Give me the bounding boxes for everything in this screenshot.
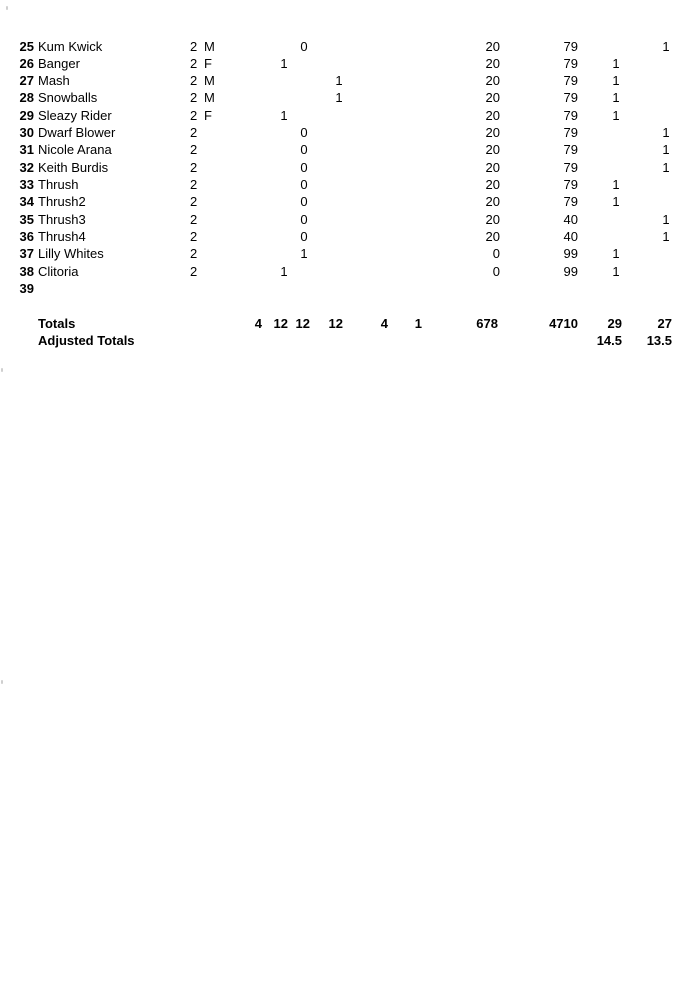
col-v20-cell: 20 xyxy=(485,194,500,209)
name-cell: Thrush3 xyxy=(38,212,86,227)
col-x1-cell: 1 xyxy=(612,177,620,192)
table-row xyxy=(0,124,692,141)
col-v79-cell: 79 xyxy=(563,39,578,54)
table-row xyxy=(0,263,692,280)
row-number: 28 xyxy=(19,90,34,105)
table-row xyxy=(0,55,692,72)
table-row xyxy=(0,228,692,245)
col-v20-cell: 20 xyxy=(485,56,500,71)
table-row xyxy=(0,176,692,193)
name-cell: Banger xyxy=(38,56,80,71)
row-number: 27 xyxy=(19,73,34,88)
col-x1-cell: 1 xyxy=(612,56,620,71)
col-v79-cell: 99 xyxy=(563,246,578,261)
col-c1-cell: 1 xyxy=(280,264,288,279)
col-v20-cell: 20 xyxy=(485,212,500,227)
name-cell: Clitoria xyxy=(38,264,79,279)
row-number: 35 xyxy=(19,212,34,227)
scan-speck xyxy=(1,368,3,372)
row-number: 33 xyxy=(19,177,34,192)
col-x2-cell: 1 xyxy=(662,125,670,140)
table-row xyxy=(0,280,692,297)
col-c1-cell: 1 xyxy=(280,108,288,123)
col-v79-cell: 99 xyxy=(563,264,578,279)
total-cell: 12 xyxy=(295,316,310,331)
age-cell: 2 xyxy=(190,56,198,71)
total-cell: 1 xyxy=(414,316,422,331)
total-cell: 27 xyxy=(657,316,672,331)
scan-speck xyxy=(6,6,8,10)
col-x1-cell: 1 xyxy=(612,194,620,209)
col-v79-cell: 79 xyxy=(563,125,578,140)
table-row xyxy=(0,107,692,124)
table-row xyxy=(0,245,692,262)
col-v20-cell: 20 xyxy=(485,142,500,157)
table-row xyxy=(0,72,692,89)
adjusted-totals-label: Adjusted Totals xyxy=(38,333,135,348)
col-v20-cell: 20 xyxy=(485,229,500,244)
col-c2-cell: 0 xyxy=(300,39,308,54)
col-v20-cell: 0 xyxy=(492,246,500,261)
name-cell: Sleazy Rider xyxy=(38,108,112,123)
total-cell: 4710 xyxy=(549,316,578,331)
col-c3-cell: 1 xyxy=(335,73,343,88)
scan-speck xyxy=(1,680,3,684)
col-c2-cell: 0 xyxy=(300,160,308,175)
row-number: 37 xyxy=(19,246,34,261)
col-c2-cell: 0 xyxy=(300,177,308,192)
table-row xyxy=(0,89,692,106)
col-v20-cell: 20 xyxy=(485,125,500,140)
row-number: 36 xyxy=(19,229,34,244)
col-c2-cell: 0 xyxy=(300,212,308,227)
row-number: 26 xyxy=(19,56,34,71)
row-number: 30 xyxy=(19,125,34,140)
col-c2-cell: 0 xyxy=(300,194,308,209)
total-cell: 12 xyxy=(328,316,343,331)
row-number: 34 xyxy=(19,194,34,209)
col-v79-cell: 79 xyxy=(563,56,578,71)
age-cell: 2 xyxy=(190,73,198,88)
total-cell: 4 xyxy=(380,316,388,331)
age-cell: 2 xyxy=(190,246,198,261)
row-number: 32 xyxy=(19,160,34,175)
age-cell: 2 xyxy=(190,160,198,175)
name-cell: Dwarf Blower xyxy=(38,125,116,140)
age-cell: 2 xyxy=(190,108,198,123)
gender-cell: F xyxy=(204,108,212,123)
adjusted-totals-row xyxy=(0,332,692,349)
row-number: 31 xyxy=(19,142,34,157)
row-number: 29 xyxy=(19,108,34,123)
table-row xyxy=(0,159,692,176)
table-row xyxy=(0,211,692,228)
col-v79-cell: 79 xyxy=(563,177,578,192)
col-v79-cell: 79 xyxy=(563,160,578,175)
totals-row xyxy=(0,315,692,332)
table-row xyxy=(0,38,692,55)
name-cell: Thrush2 xyxy=(38,194,86,209)
col-x1-cell: 1 xyxy=(612,246,620,261)
col-x2-cell: 1 xyxy=(662,229,670,244)
name-cell: Mash xyxy=(38,73,70,88)
age-cell: 2 xyxy=(190,212,198,227)
age-cell: 2 xyxy=(190,229,198,244)
col-x2-cell: 1 xyxy=(662,160,670,175)
name-cell: Nicole Arana xyxy=(38,142,112,157)
total-cell: 12 xyxy=(273,316,288,331)
adjusted-total-cell: 14.5 xyxy=(596,333,622,348)
age-cell: 2 xyxy=(190,177,198,192)
name-cell: Snowballs xyxy=(38,90,98,105)
gender-cell: M xyxy=(204,90,215,105)
col-v79-cell: 40 xyxy=(563,229,578,244)
age-cell: 2 xyxy=(190,194,198,209)
adjusted-total-cell: 13.5 xyxy=(646,333,672,348)
col-v79-cell: 79 xyxy=(563,142,578,157)
col-v20-cell: 20 xyxy=(485,90,500,105)
col-c2-cell: 0 xyxy=(300,229,308,244)
row-number: 38 xyxy=(19,264,34,279)
name-cell: Keith Burdis xyxy=(38,160,109,175)
age-cell: 2 xyxy=(190,142,198,157)
total-cell: 4 xyxy=(254,316,262,331)
col-v20-cell: 20 xyxy=(485,39,500,54)
table-row xyxy=(0,141,692,158)
total-cell: 678 xyxy=(476,316,498,331)
age-cell: 2 xyxy=(190,125,198,140)
col-v79-cell: 40 xyxy=(563,212,578,227)
col-x2-cell: 1 xyxy=(662,212,670,227)
totals-label: Totals xyxy=(38,316,76,331)
col-v20-cell: 0 xyxy=(492,264,500,279)
col-v20-cell: 20 xyxy=(485,108,500,123)
table-row xyxy=(0,193,692,210)
name-cell: Kum Kwick xyxy=(38,39,103,54)
col-x1-cell: 1 xyxy=(612,73,620,88)
col-v79-cell: 79 xyxy=(563,73,578,88)
col-c3-cell: 1 xyxy=(335,90,343,105)
name-cell: Thrush xyxy=(38,177,79,192)
col-x1-cell: 1 xyxy=(612,108,620,123)
age-cell: 2 xyxy=(190,39,198,54)
col-x2-cell: 1 xyxy=(662,39,670,54)
name-cell: Lilly Whites xyxy=(38,246,104,261)
col-c2-cell: 0 xyxy=(300,142,308,157)
row-number: 39 xyxy=(19,281,34,296)
col-v20-cell: 20 xyxy=(485,177,500,192)
col-v79-cell: 79 xyxy=(563,194,578,209)
name-cell: Thrush4 xyxy=(38,229,86,244)
col-v79-cell: 79 xyxy=(563,108,578,123)
col-c1-cell: 1 xyxy=(280,56,288,71)
col-c2-cell: 1 xyxy=(300,246,308,261)
gender-cell: F xyxy=(204,56,212,71)
gender-cell: M xyxy=(204,39,215,54)
age-cell: 2 xyxy=(190,90,198,105)
col-x2-cell: 1 xyxy=(662,142,670,157)
total-cell: 29 xyxy=(607,316,622,331)
col-v20-cell: 20 xyxy=(485,160,500,175)
row-number: 25 xyxy=(19,39,34,54)
col-x1-cell: 1 xyxy=(612,90,620,105)
gender-cell: M xyxy=(204,73,215,88)
col-v79-cell: 79 xyxy=(563,90,578,105)
col-x1-cell: 1 xyxy=(612,264,620,279)
col-c2-cell: 0 xyxy=(300,125,308,140)
col-v20-cell: 20 xyxy=(485,73,500,88)
age-cell: 2 xyxy=(190,264,198,279)
